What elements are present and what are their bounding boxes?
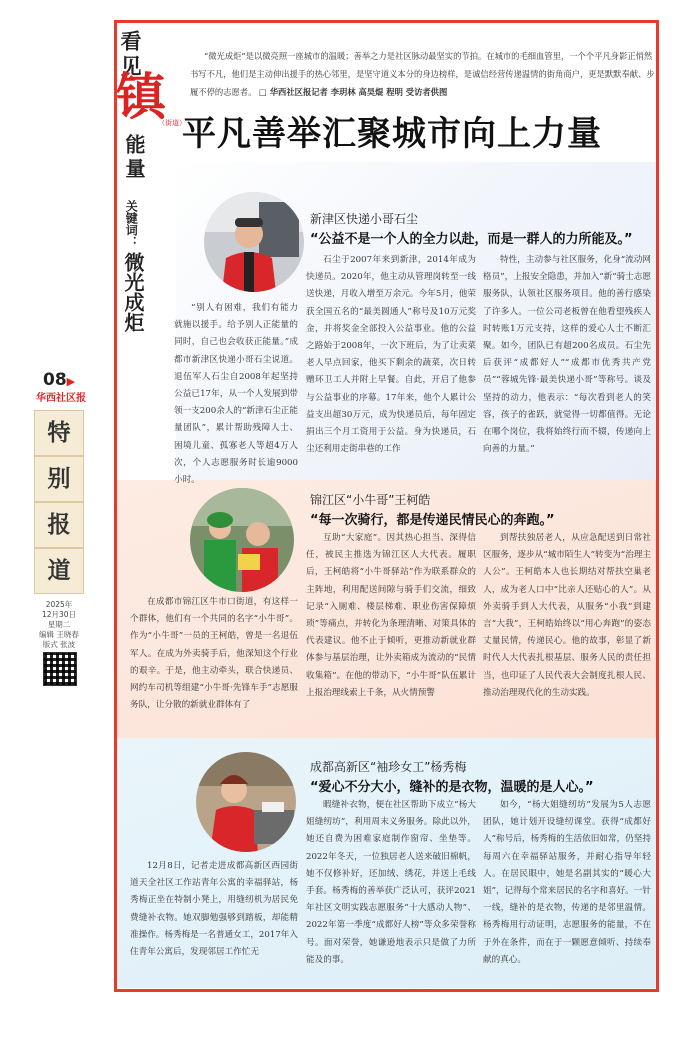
editor: 编辑 王晓春 [39, 630, 79, 639]
story-1-col-mid: 石尘于2007年来到新津，2014年成为快递员。2020年，他主动从管理岗转至一线送快递，月收入增至万余元。今年5月，他荣获全国五名的“最美圆通人”称号及10万元奖金，并将奖金全部投入公益事业。他的公益之路始于2008年，一次下班后，为了让卖菜老人早点回家，他买下剩余的蔬菜，次日转赠环卫工人并附上早餐。自此，开启了他参与公益事业的序幕。17年来，他个人累计公益支出超30万元，成为快递员后，每年固定捐出三个月工资用于公益。身为快递员，石尘还利用走街串巷的工作 [306, 255, 476, 455]
date-year: 2025年 [45, 600, 73, 609]
story-2-col-mid: 互助“大家庭”。因其热心担当、深得信任，被民主推选为锦江区人大代表。履职后，王柯皓将“小牛哥驿站”作为联系群众的主阵地，利用配送间隙与骑手们交流，细致记录“入厕难、楼层梯难、职业伤害保障烦琐”等痛点，并转化为条理清晰、对策具体的代表建议。他不止于倾听，更推动新就业群体参与基层治理，让外卖箱成为流动的“民情收集箱”。在他的带动下，“小牛哥”队伍累计上报治理线索上千条，从火情预警 [306, 533, 476, 698]
story-2-name: 锦江区“小牛哥”王柯皓 [310, 493, 431, 507]
section-char-2: 别 [34, 456, 84, 502]
column-title-zhen: 镇 [116, 67, 166, 126]
layout-editor: 版式 张波 [42, 640, 76, 649]
reporter-credit: □ 华西社区报记者 李玥林 高昊焜 程明 受访者供图 [259, 87, 448, 97]
story-3-col-mid: 暇缝补衣物，便在社区帮助下成立“杨大姐缝纫坊”，利用周末义务服务。除此以外，她还自费为困难家庭制作窗帘、坐垫等。2022年冬天，一位独居老人送来破旧棉帆，她不仅修补好，还加绒、绣花，并送上毛线手套。杨秀梅的善举获广泛认可，获评2021年社区文明实践志愿服务“十大感动人物”、2022年第一季度“成都好人榜”等众多荣誉称号。面对荣誉，她谦逊地表示只是做了力所能及的事。 [306, 800, 476, 965]
date-day: 12月30日 [41, 610, 77, 619]
story-1-col-right: 特性，主动参与社区服务，化身“流动网格员”，上报安全隐患，并加入“新”骑士志愿服务队，认领社区服务项目。他的善行感染了许多人。一位公司老板曾在他看望残疾人时转账1万元支持，这样的爱心人士不断汇聚。如今，团队已有超200名成员。石尘先后获评“成都好人”“成都市优秀共产党员”“蓉城先锋·最美快递小哥”等称号。谈及坚持的动力，他表示：“每次看到老人的笑容，孩子的雀跃，就觉得一切都值得。无论在哪个岗位，我将始终行而不辍，传递向上向善的力量。” [483, 255, 651, 455]
story-3-quote: “爱心不分大小，缝补的是衣物，温暖的是人心。” [310, 780, 594, 795]
story-2-photo [190, 488, 294, 592]
story-3-photo [196, 752, 296, 852]
story-1-quote: “公益不是一个人的全力以赴，而是一群人的力所能及。” [310, 232, 633, 247]
story-2-col-left: 在成都市锦江区牛市口街道，有这样一个群体，他们有一个共同的名字“小牛哥”。作为“小牛哥”一员的王柯皓，曾是一名退伍军人。在成为外卖骑手后，他深知这个行业的艰辛。于是，他主动牵头，联合快递员、网约车司机等组建“小牛哥·先锋车手”志愿服务队，让分散的新就业群体有了 [130, 597, 298, 711]
story-3-name: 成都高新区“袖珍女工”杨秀梅 [310, 760, 467, 774]
section-char-3: 报 [34, 502, 84, 548]
story-2-col-right: 到帮扶独居老人，从应急配送到日常社区服务，逐步从“城市陌生人”转变为“治理主人公”。王柯皓本人也长期结对帮扶空巢老人，成为老人口中“比亲人还贴心的人”。从外卖骑手到人大代表，从服务“小我”到建言“大我”，王柯皓始终以“用心奔跑”的姿态丈量民情，传递民心。他的故事，彰显了新时代人大代表扎根基层、服务人民的责任担当，也印证了人民代表大会制度扎根人民、推动治理现代化的生动实践。 [483, 533, 651, 698]
keyword-label: 关键词： [124, 200, 139, 248]
date-weekday: 星期二 [47, 620, 71, 629]
issue-date [32, 600, 86, 650]
page-number: 08▶ [43, 370, 76, 390]
story-2-quote: “每一次骑行，都是传递民情民心的奔跑。” [310, 513, 555, 528]
arrow-icon: ▶ [66, 375, 76, 388]
section-char-4: 道 [34, 548, 84, 594]
story-3-col-left: 12月8日，记者走进成都高新区西园街道天全社区工作站青年公寓的幸福驿站，杨秀梅正坐在特制小凳上，用缝纫机为居民免费缝补衣物。她双脚勉强够到踏板，却能精准操作。杨秀梅是一名普通女工，2017年入住青年公寓后，发现邻居工作忙无 [130, 861, 298, 958]
column-title-kan-jian: 看见 [118, 30, 143, 80]
paper-name: 华西社区报 [36, 393, 86, 404]
qr-code-icon[interactable] [43, 652, 77, 686]
street-tag: （街道） [158, 119, 186, 127]
intro-text: “微光成炬”是以微亮照一座城市的温暖；善举之力是社区脉动最坚实的节拍。在城市的毛细血管里，一个个平凡身影正悄然书写不凡，他们是主动伸出援手的热心邻里，是坚守道义本分的身边榜样，是诚信经营传递温情的街角商户，更是默默奉献、步履不停的志愿者。 [190, 51, 655, 97]
story-1-col-left: “别人有困难，我们有能力就施以援手。给予别人正能量的同时，自己也会收获正能量。”成都市新津区快递小哥石尘说道。退伍军人石尘自2008年起坚持公益已17年，从一个人发展到带领一支200余人的“新津石尘正能量团队”，累计帮助残障人士、困境儿童、孤寡老人等超4万人次，个人志愿服务时长逾9000小时。 [174, 303, 298, 486]
page-headline: 平凡善举汇聚城市向上力量 [182, 114, 602, 154]
intro-paragraph [190, 47, 655, 101]
column-title-neng-liang: 能量 [122, 134, 146, 182]
section-char-1: 特 [34, 410, 84, 456]
story-1-photo [204, 192, 304, 292]
keyword: 微光成炬 [121, 252, 145, 332]
story-3-col-right: 如今，“杨大姐缝纫坊”发展为5人志愿团队，她计划开设缝纫课堂。获得“成都好人”称号后，杨秀梅的生活依旧如常，仍坚持每周六在幸福驿站服务，并耐心指导年轻人。在居民眼中，她是名副其实的“暖心大姐”，记得每个常来居民的名字和喜好。一针一线，缝补的是衣物，传递的是邻里温情。杨秀梅用行动证明，志愿服务的能量，不在于外在条件，而在于一颗愿意倾听、持续奉献的真心。 [483, 800, 651, 965]
story-1-name: 新津区快递小哥石尘 [310, 212, 419, 226]
